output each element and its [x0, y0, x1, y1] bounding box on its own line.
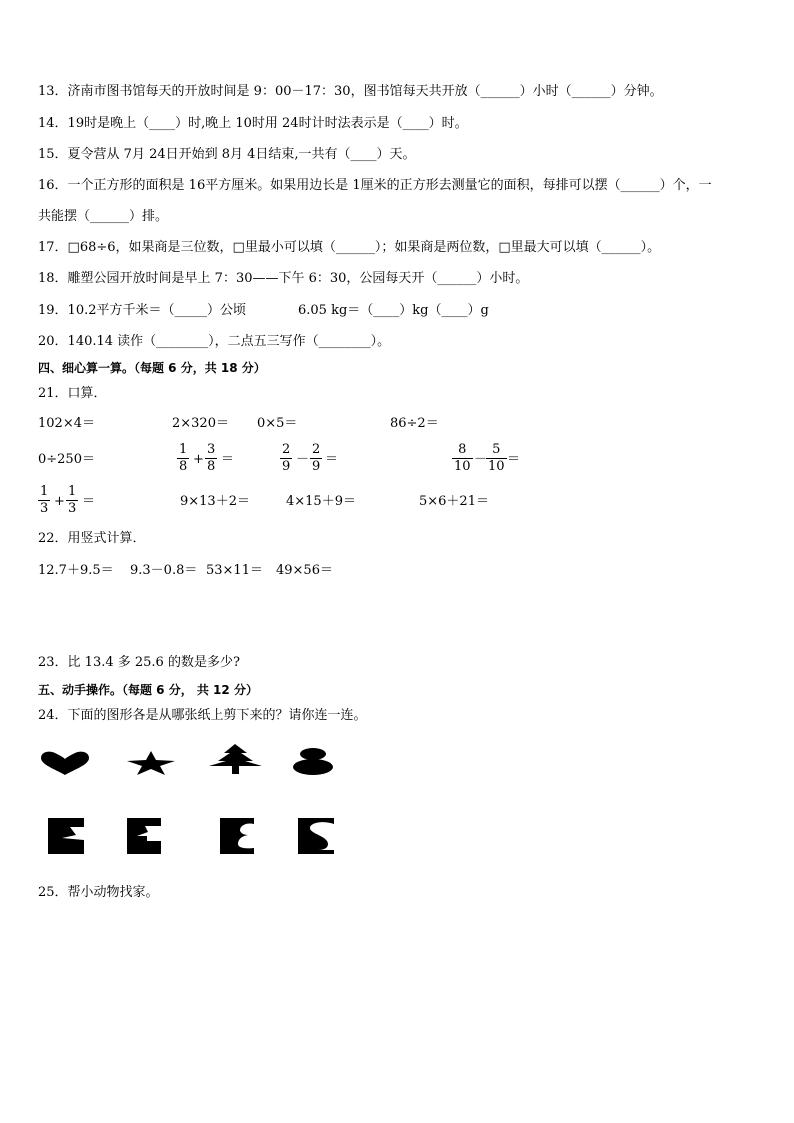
heart-icon [39, 750, 91, 776]
calc-3: 0×5＝ [257, 416, 298, 431]
question-16-line2: 共能摆（______）排。 [38, 209, 169, 224]
vertical-calc-4: 49×56＝ [276, 563, 333, 578]
star-icon [126, 751, 176, 775]
section-5-title: 五、动手操作。（每题 6 分， 共 12 分） [38, 683, 258, 697]
cut-paper-3 [220, 818, 254, 854]
question-15: 15．夏令营从 7月 24日开始到 8月 4日结束,一共有（____）天。 [38, 147, 416, 162]
vertical-calc-3: 53×11＝ [206, 563, 263, 578]
tree-icon [208, 744, 263, 774]
question-17: 17．□68÷6，如果商是三位数，□里最小可以填（______）；如果商是两位数，□里最大可以填（______）。 [38, 240, 661, 255]
calc-2: 2×320＝ [172, 416, 229, 431]
question-14: 14．19时是晚上（____）时,晚上 10时用 24时计时法表示是（____）时。 [38, 116, 468, 131]
question-19-part2: 6.05 kg＝（____）kg（____）g [298, 303, 489, 318]
question-22: 22．用竖式计算． [38, 531, 146, 546]
calc-6: 9×13＋2＝ [180, 494, 250, 509]
section-4-title: 四、细心算一算。（每题 6 分，共 18 分） [38, 361, 266, 375]
question-24: 24．下面的图形各是从哪张纸上剪下来的？请你连一连。 [38, 708, 367, 723]
cut-paper-1 [48, 818, 84, 854]
question-25: 25．帮小动物找家。 [38, 885, 159, 900]
cut-paper-2 [127, 818, 161, 854]
question-23: 23．比 13.4 多 25.6 的数是多少? [38, 655, 240, 670]
calc-4: 86÷2＝ [390, 416, 439, 431]
question-18: 18．雕塑公园开放时间是早上 7：30——下午 6：30，公园每天开（______）小时。 [38, 271, 529, 286]
calc-7: 4×15＋9＝ [286, 494, 356, 509]
question-20: 20．140.14 读作（________），二点五三写作（________）。 [38, 334, 391, 349]
calc-8: 5×6＋21＝ [419, 494, 489, 509]
snowman-icon [291, 747, 335, 775]
question-16-line1: 16．一个正方形的面积是 16平方厘米。如果用边长是 1厘米的正方形去测量它的面积，每排可以摆（______）个，一 [38, 178, 712, 193]
vertical-calc-2: 9.3－0.8＝ [130, 563, 198, 578]
vertical-calc-1: 12.7＋9.5＝ [38, 563, 114, 578]
question-21: 21．口算． [38, 386, 107, 401]
question-19-part1: 19．10.2平方千米＝（_____）公顷 [38, 303, 246, 318]
calc-5: 0÷250＝ [38, 452, 95, 467]
question-13: 13．济南市图书馆每天的开放时间是 9：00－17：30，图书馆每天共开放（______）小时（______）分钟。 [38, 84, 663, 99]
calc-1: 102×4＝ [38, 416, 95, 431]
cut-paper-4 [298, 818, 334, 854]
